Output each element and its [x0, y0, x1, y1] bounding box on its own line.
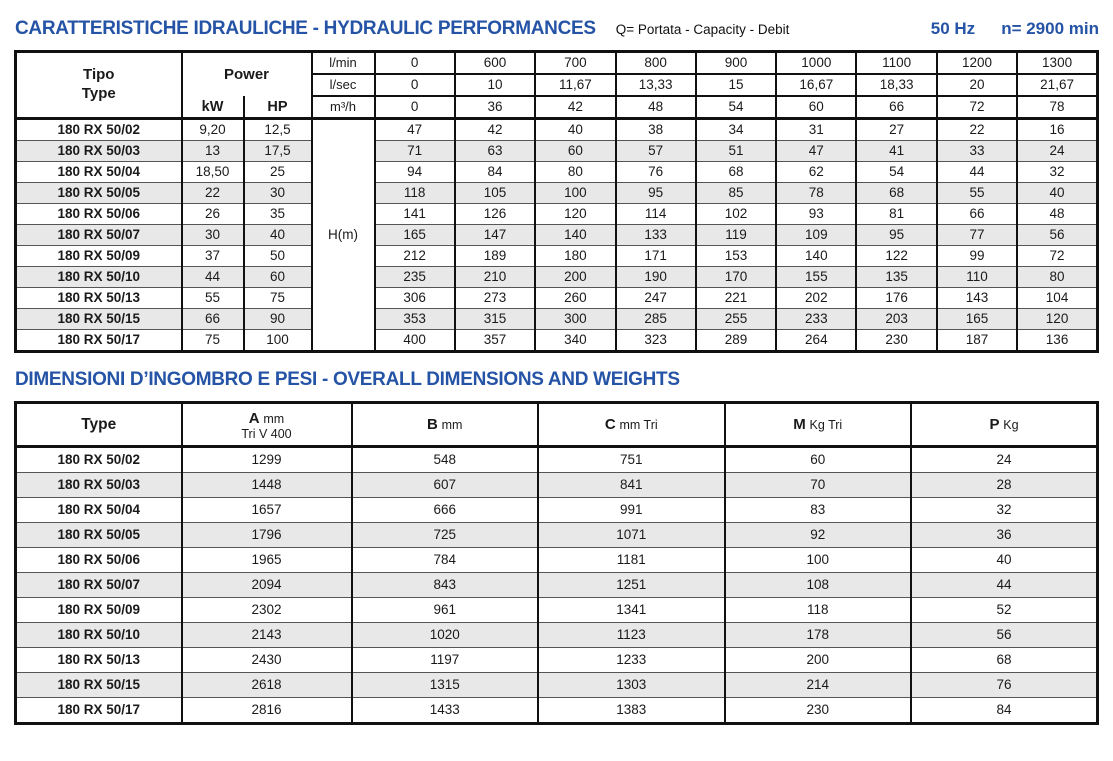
dim-c-cell: 1251: [538, 573, 725, 598]
flow-value: 42: [535, 96, 615, 119]
flow-value: 54: [696, 96, 776, 119]
head-value-cell: 155: [776, 267, 856, 288]
flow-value: 20: [937, 74, 1017, 96]
pump-type-cell: 180 RX 50/15: [16, 673, 182, 698]
pump-performance-row: [16, 141, 1098, 162]
flow-value: 72: [937, 96, 1017, 119]
dim-b-cell: 784: [352, 548, 539, 573]
dim-letter: A: [248, 409, 260, 427]
head-value-cell: 202: [776, 288, 856, 309]
head-value-cell: 400: [375, 330, 455, 352]
dim-m-cell: 108: [725, 573, 912, 598]
dim-letter: B: [427, 416, 438, 433]
dim-c-cell: 1383: [538, 698, 725, 724]
head-value-cell: 42: [455, 119, 535, 141]
pump-type-cell: 180 RX 50/13: [16, 648, 182, 673]
head-value-cell: 187: [937, 330, 1017, 352]
head-value-cell: 200: [535, 267, 615, 288]
dim-a-header: [182, 403, 352, 447]
head-value-cell: 122: [856, 246, 936, 267]
pump-type-cell: 180 RX 50/04: [16, 498, 182, 523]
pump-type-cell: 180 RX 50/04: [16, 162, 182, 183]
pump-dimension-row: [16, 648, 1098, 673]
head-value-cell: 230: [856, 330, 936, 352]
pump-performance-row: [16, 246, 1098, 267]
dim-p-cell: 40: [911, 548, 1098, 573]
head-value-cell: 140: [535, 225, 615, 246]
dim-b-cell: 961: [352, 598, 539, 623]
head-value-cell: 176: [856, 288, 936, 309]
pump-performance-row: [16, 288, 1098, 309]
head-value-cell: 95: [856, 225, 936, 246]
head-value-cell: 233: [776, 309, 856, 330]
hp-cell: 12,5: [244, 119, 312, 141]
pump-type-cell: 180 RX 50/02: [16, 447, 182, 473]
pump-type-cell: 180 RX 50/03: [16, 473, 182, 498]
pump-dimension-row: [16, 548, 1098, 573]
head-value-cell: 63: [455, 141, 535, 162]
dim-a-cell: 1657: [182, 498, 352, 523]
head-value-cell: 340: [535, 330, 615, 352]
dim-c-cell: 1071: [538, 523, 725, 548]
dim-unit: mm: [263, 411, 285, 426]
head-value-cell: 60: [535, 141, 615, 162]
hydraulic-table-head: [16, 52, 1098, 119]
dim-b-cell: 1315: [352, 673, 539, 698]
dim-p-cell: 68: [911, 648, 1098, 673]
spec-badges: [931, 19, 1099, 39]
head-value-cell: 16: [1017, 119, 1097, 141]
flow-value: 36: [455, 96, 535, 119]
pump-type-cell: 180 RX 50/06: [16, 548, 182, 573]
head-value-cell: 210: [455, 267, 535, 288]
head-value-cell: 189: [455, 246, 535, 267]
head-value-cell: 110: [937, 267, 1017, 288]
dim-b-cell: 843: [352, 573, 539, 598]
pump-performance-row: [16, 119, 1098, 141]
flow-value: 1300: [1017, 52, 1097, 75]
pump-type-cell: 180 RX 50/15: [16, 309, 182, 330]
flow-value: 18,33: [856, 74, 936, 96]
head-value-cell: 212: [375, 246, 455, 267]
head-value-cell: 76: [616, 162, 696, 183]
head-value-cell: 221: [696, 288, 776, 309]
head-value-cell: 315: [455, 309, 535, 330]
dim-c-cell: 991: [538, 498, 725, 523]
dim-unit: mm: [441, 418, 463, 432]
flow-value: 1200: [937, 52, 1017, 75]
head-unit-cell: H(m): [312, 119, 375, 352]
hydraulic-section-title: CARATTERISTICHE IDRAULICHE - HYDRAULIC PERFORMANCES: [15, 18, 596, 39]
head-value-cell: 247: [616, 288, 696, 309]
head-value-cell: 105: [455, 183, 535, 204]
hp-cell: 35: [244, 204, 312, 225]
pump-type-cell: 180 RX 50/06: [16, 204, 182, 225]
dim-c-cell: 1303: [538, 673, 725, 698]
dim-c-header: [538, 403, 725, 447]
dim-p-cell: 24: [911, 447, 1098, 473]
head-value-cell: 51: [696, 141, 776, 162]
head-value-cell: 24: [1017, 141, 1097, 162]
flow-value: 1000: [776, 52, 856, 75]
hp-cell: 25: [244, 162, 312, 183]
dim-c-cell: 751: [538, 447, 725, 473]
pump-dimension-row: [16, 598, 1098, 623]
head-value-cell: 93: [776, 204, 856, 225]
head-value-cell: 47: [776, 141, 856, 162]
kw-column-header: kW: [182, 96, 244, 119]
dim-a-cell: 1796: [182, 523, 352, 548]
dim-p-cell: 52: [911, 598, 1098, 623]
head-value-cell: 120: [535, 204, 615, 225]
dim-m-cell: 92: [725, 523, 912, 548]
kw-cell: 9,20: [182, 119, 244, 141]
dim-p-header: [911, 403, 1098, 447]
type-header-en: Type: [81, 85, 116, 102]
dim-m-cell: 118: [725, 598, 912, 623]
dim-c-cell: 1123: [538, 623, 725, 648]
dim-letter: M: [793, 416, 806, 433]
head-value-cell: 190: [616, 267, 696, 288]
dim-a-cell: 1299: [182, 447, 352, 473]
flow-value: 0: [375, 96, 455, 119]
dim-p-cell: 32: [911, 498, 1098, 523]
dimensions-table-head: [16, 403, 1098, 447]
dim-a-cell: 2430: [182, 648, 352, 673]
dim-p-cell: 76: [911, 673, 1098, 698]
head-value-cell: 180: [535, 246, 615, 267]
flow-value: 700: [535, 52, 615, 75]
head-value-cell: 80: [535, 162, 615, 183]
head-value-cell: 54: [856, 162, 936, 183]
kw-cell: 66: [182, 309, 244, 330]
hp-cell: 60: [244, 267, 312, 288]
dim-a-cell: 2302: [182, 598, 352, 623]
head-value-cell: 273: [455, 288, 535, 309]
dimensions-table-body: [16, 447, 1098, 724]
type-column-header: Type: [16, 403, 182, 447]
pump-type-cell: 180 RX 50/10: [16, 267, 182, 288]
head-value-cell: 95: [616, 183, 696, 204]
dim-letter: C: [604, 416, 616, 433]
dim-a-cell: 2094: [182, 573, 352, 598]
head-value-cell: 31: [776, 119, 856, 141]
dimensions-section-title: DIMENSIONI D’INGOMBRO E PESI - OVERALL DIMENSIONS AND WEIGHTS: [15, 369, 680, 390]
flow-value: 600: [455, 52, 535, 75]
head-value-cell: 40: [535, 119, 615, 141]
kw-cell: 22: [182, 183, 244, 204]
head-value-cell: 41: [856, 141, 936, 162]
head-value-cell: 140: [776, 246, 856, 267]
head-value-cell: 165: [937, 309, 1017, 330]
head-value-cell: 68: [856, 183, 936, 204]
flow-value: 16,67: [776, 74, 856, 96]
head-value-cell: 85: [696, 183, 776, 204]
head-value-cell: 94: [375, 162, 455, 183]
hydraulic-table: [14, 50, 1099, 353]
head-value-cell: 104: [1017, 288, 1097, 309]
flow-row-lmin: [16, 52, 1098, 75]
flow-value: 66: [856, 96, 936, 119]
frequency-label: 50 Hz: [930, 19, 976, 38]
head-value-cell: 119: [696, 225, 776, 246]
type-header-it: Tipo: [83, 66, 115, 84]
dim-m-header: [725, 403, 912, 447]
head-value-cell: 306: [375, 288, 455, 309]
kw-cell: 26: [182, 204, 244, 225]
dim-m-cell: 230: [725, 698, 912, 724]
pump-type-cell: 180 RX 50/17: [16, 330, 182, 352]
dimensions-section-header: [15, 369, 1099, 391]
dim-a-cell: 2143: [182, 623, 352, 648]
flow-value: 1100: [856, 52, 936, 75]
head-value-cell: 165: [375, 225, 455, 246]
dim-m-cell: 178: [725, 623, 912, 648]
head-value-cell: 27: [856, 119, 936, 141]
pump-performance-row: [16, 225, 1098, 246]
head-value-cell: 80: [1017, 267, 1097, 288]
kw-cell: 75: [182, 330, 244, 352]
head-value-cell: 22: [937, 119, 1017, 141]
pump-dimension-row: [16, 498, 1098, 523]
dim-m-cell: 60: [725, 447, 912, 473]
kw-cell: 30: [182, 225, 244, 246]
head-value-cell: 133: [616, 225, 696, 246]
pump-performance-row: [16, 183, 1098, 204]
flow-value: 11,67: [535, 74, 615, 96]
hp-cell: 90: [244, 309, 312, 330]
head-value-cell: 109: [776, 225, 856, 246]
head-value-cell: 135: [856, 267, 936, 288]
head-value-cell: 203: [856, 309, 936, 330]
head-value-cell: 55: [937, 183, 1017, 204]
head-value-cell: 78: [776, 183, 856, 204]
dim-a-cell: 1965: [182, 548, 352, 573]
head-value-cell: 170: [696, 267, 776, 288]
head-value-cell: 260: [535, 288, 615, 309]
head-value-cell: 47: [375, 119, 455, 141]
head-value-cell: 353: [375, 309, 455, 330]
hp-column-header: HP: [244, 96, 312, 119]
dim-sub: Tri V 400: [241, 426, 292, 441]
pump-type-cell: 180 RX 50/07: [16, 573, 182, 598]
head-value-cell: 32: [1017, 162, 1097, 183]
dim-m-cell: 100: [725, 548, 912, 573]
pump-type-cell: 180 RX 50/10: [16, 623, 182, 648]
head-value-cell: 264: [776, 330, 856, 352]
pump-dimension-row: [16, 523, 1098, 548]
dim-p-cell: 84: [911, 698, 1098, 724]
power-column-header: Power: [182, 52, 312, 97]
head-value-cell: 38: [616, 119, 696, 141]
head-value-cell: 66: [937, 204, 1017, 225]
dim-unit: Kg Tri: [809, 418, 843, 432]
dimensions-table: [14, 401, 1099, 725]
dim-letter: P: [989, 416, 1000, 433]
pump-type-cell: 180 RX 50/13: [16, 288, 182, 309]
pump-performance-row: [16, 204, 1098, 225]
flow-unit-label: m³/h: [312, 96, 375, 119]
flow-value: 10: [455, 74, 535, 96]
hp-cell: 40: [244, 225, 312, 246]
dim-p-cell: 28: [911, 473, 1098, 498]
head-value-cell: 114: [616, 204, 696, 225]
dim-c-cell: 1181: [538, 548, 725, 573]
dim-a-cell: 2618: [182, 673, 352, 698]
dim-m-cell: 70: [725, 473, 912, 498]
hp-cell: 50: [244, 246, 312, 267]
head-value-cell: 56: [1017, 225, 1097, 246]
kw-cell: 44: [182, 267, 244, 288]
head-value-cell: 126: [455, 204, 535, 225]
flow-value: 0: [375, 52, 455, 75]
pump-dimension-row: [16, 473, 1098, 498]
head-value-cell: 235: [375, 267, 455, 288]
head-value-cell: 147: [455, 225, 535, 246]
dim-b-cell: 607: [352, 473, 539, 498]
pump-type-cell: 180 RX 50/02: [16, 119, 182, 141]
dim-b-cell: 725: [352, 523, 539, 548]
head-value-cell: 33: [937, 141, 1017, 162]
type-column-header: [16, 52, 182, 119]
pump-type-cell: 180 RX 50/09: [16, 246, 182, 267]
pump-performance-row: [16, 162, 1098, 183]
flow-value: 15: [696, 74, 776, 96]
pump-type-cell: 180 RX 50/05: [16, 183, 182, 204]
dim-unit: Kg: [1003, 418, 1019, 432]
hydraulic-table-body: [16, 119, 1098, 352]
head-value-cell: 62: [776, 162, 856, 183]
dim-b-cell: 548: [352, 447, 539, 473]
head-value-cell: 323: [616, 330, 696, 352]
head-value-cell: 141: [375, 204, 455, 225]
pump-performance-row: [16, 330, 1098, 352]
flow-value: 60: [776, 96, 856, 119]
pump-type-cell: 180 RX 50/03: [16, 141, 182, 162]
dim-c-cell: 1233: [538, 648, 725, 673]
dim-p-cell: 56: [911, 623, 1098, 648]
dim-a-cell: 1448: [182, 473, 352, 498]
pump-type-cell: 180 RX 50/09: [16, 598, 182, 623]
head-value-cell: 48: [1017, 204, 1097, 225]
head-value-cell: 81: [856, 204, 936, 225]
pump-type-cell: 180 RX 50/05: [16, 523, 182, 548]
head-value-cell: 285: [616, 309, 696, 330]
hp-cell: 100: [244, 330, 312, 352]
dim-p-cell: 44: [911, 573, 1098, 598]
head-value-cell: 100: [535, 183, 615, 204]
head-value-cell: 153: [696, 246, 776, 267]
dim-m-cell: 83: [725, 498, 912, 523]
dim-m-cell: 200: [725, 648, 912, 673]
head-value-cell: 34: [696, 119, 776, 141]
head-value-cell: 120: [1017, 309, 1097, 330]
flow-value: 900: [696, 52, 776, 75]
head-value-cell: 44: [937, 162, 1017, 183]
pump-dimension-row: [16, 623, 1098, 648]
dim-unit: mm Tri: [619, 418, 658, 432]
head-value-cell: 143: [937, 288, 1017, 309]
dim-b-header: [352, 403, 539, 447]
pump-performance-row: [16, 267, 1098, 288]
pump-dimension-row: [16, 673, 1098, 698]
head-value-cell: 57: [616, 141, 696, 162]
capacity-legend: Q= Portata - Capacity - Debit: [615, 22, 790, 37]
kw-cell: 55: [182, 288, 244, 309]
kw-cell: 13: [182, 141, 244, 162]
pump-type-cell: 180 RX 50/17: [16, 698, 182, 724]
dim-b-cell: 1020: [352, 623, 539, 648]
hp-cell: 30: [244, 183, 312, 204]
head-value-cell: 289: [696, 330, 776, 352]
dim-b-cell: 666: [352, 498, 539, 523]
dim-b-cell: 1197: [352, 648, 539, 673]
head-value-cell: 357: [455, 330, 535, 352]
hydraulic-section-header: [15, 18, 1099, 40]
head-value-cell: 136: [1017, 330, 1097, 352]
dim-c-cell: 841: [538, 473, 725, 498]
dim-c-cell: 1341: [538, 598, 725, 623]
head-value-cell: 72: [1017, 246, 1097, 267]
head-value-cell: 255: [696, 309, 776, 330]
pump-performance-row: [16, 309, 1098, 330]
flow-value: 0: [375, 74, 455, 96]
pump-dimension-row: [16, 698, 1098, 724]
dim-m-cell: 214: [725, 673, 912, 698]
head-value-cell: 171: [616, 246, 696, 267]
kw-cell: 18,50: [182, 162, 244, 183]
dim-a-cell: 2816: [182, 698, 352, 724]
kw-cell: 37: [182, 246, 244, 267]
flow-value: 800: [616, 52, 696, 75]
flow-value: 48: [616, 96, 696, 119]
head-value-cell: 99: [937, 246, 1017, 267]
head-value-cell: 102: [696, 204, 776, 225]
pump-dimension-row: [16, 573, 1098, 598]
head-value-cell: 77: [937, 225, 1017, 246]
dim-p-cell: 36: [911, 523, 1098, 548]
hp-cell: 17,5: [244, 141, 312, 162]
dimensions-header-row: [16, 403, 1098, 447]
head-value-cell: 40: [1017, 183, 1097, 204]
flow-value: 21,67: [1017, 74, 1097, 96]
head-value-cell: 118: [375, 183, 455, 204]
speed-label: n= 2900 min: [1001, 19, 1099, 38]
hp-cell: 75: [244, 288, 312, 309]
flow-value: 13,33: [616, 74, 696, 96]
pump-dimension-row: [16, 447, 1098, 473]
dim-b-cell: 1433: [352, 698, 539, 724]
head-value-cell: 68: [696, 162, 776, 183]
head-value-cell: 84: [455, 162, 535, 183]
flow-value: 78: [1017, 96, 1097, 119]
head-value-cell: 71: [375, 141, 455, 162]
flow-unit-label: l/min: [312, 52, 375, 75]
flow-unit-label: l/sec: [312, 74, 375, 96]
pump-type-cell: 180 RX 50/07: [16, 225, 182, 246]
head-value-cell: 300: [535, 309, 615, 330]
